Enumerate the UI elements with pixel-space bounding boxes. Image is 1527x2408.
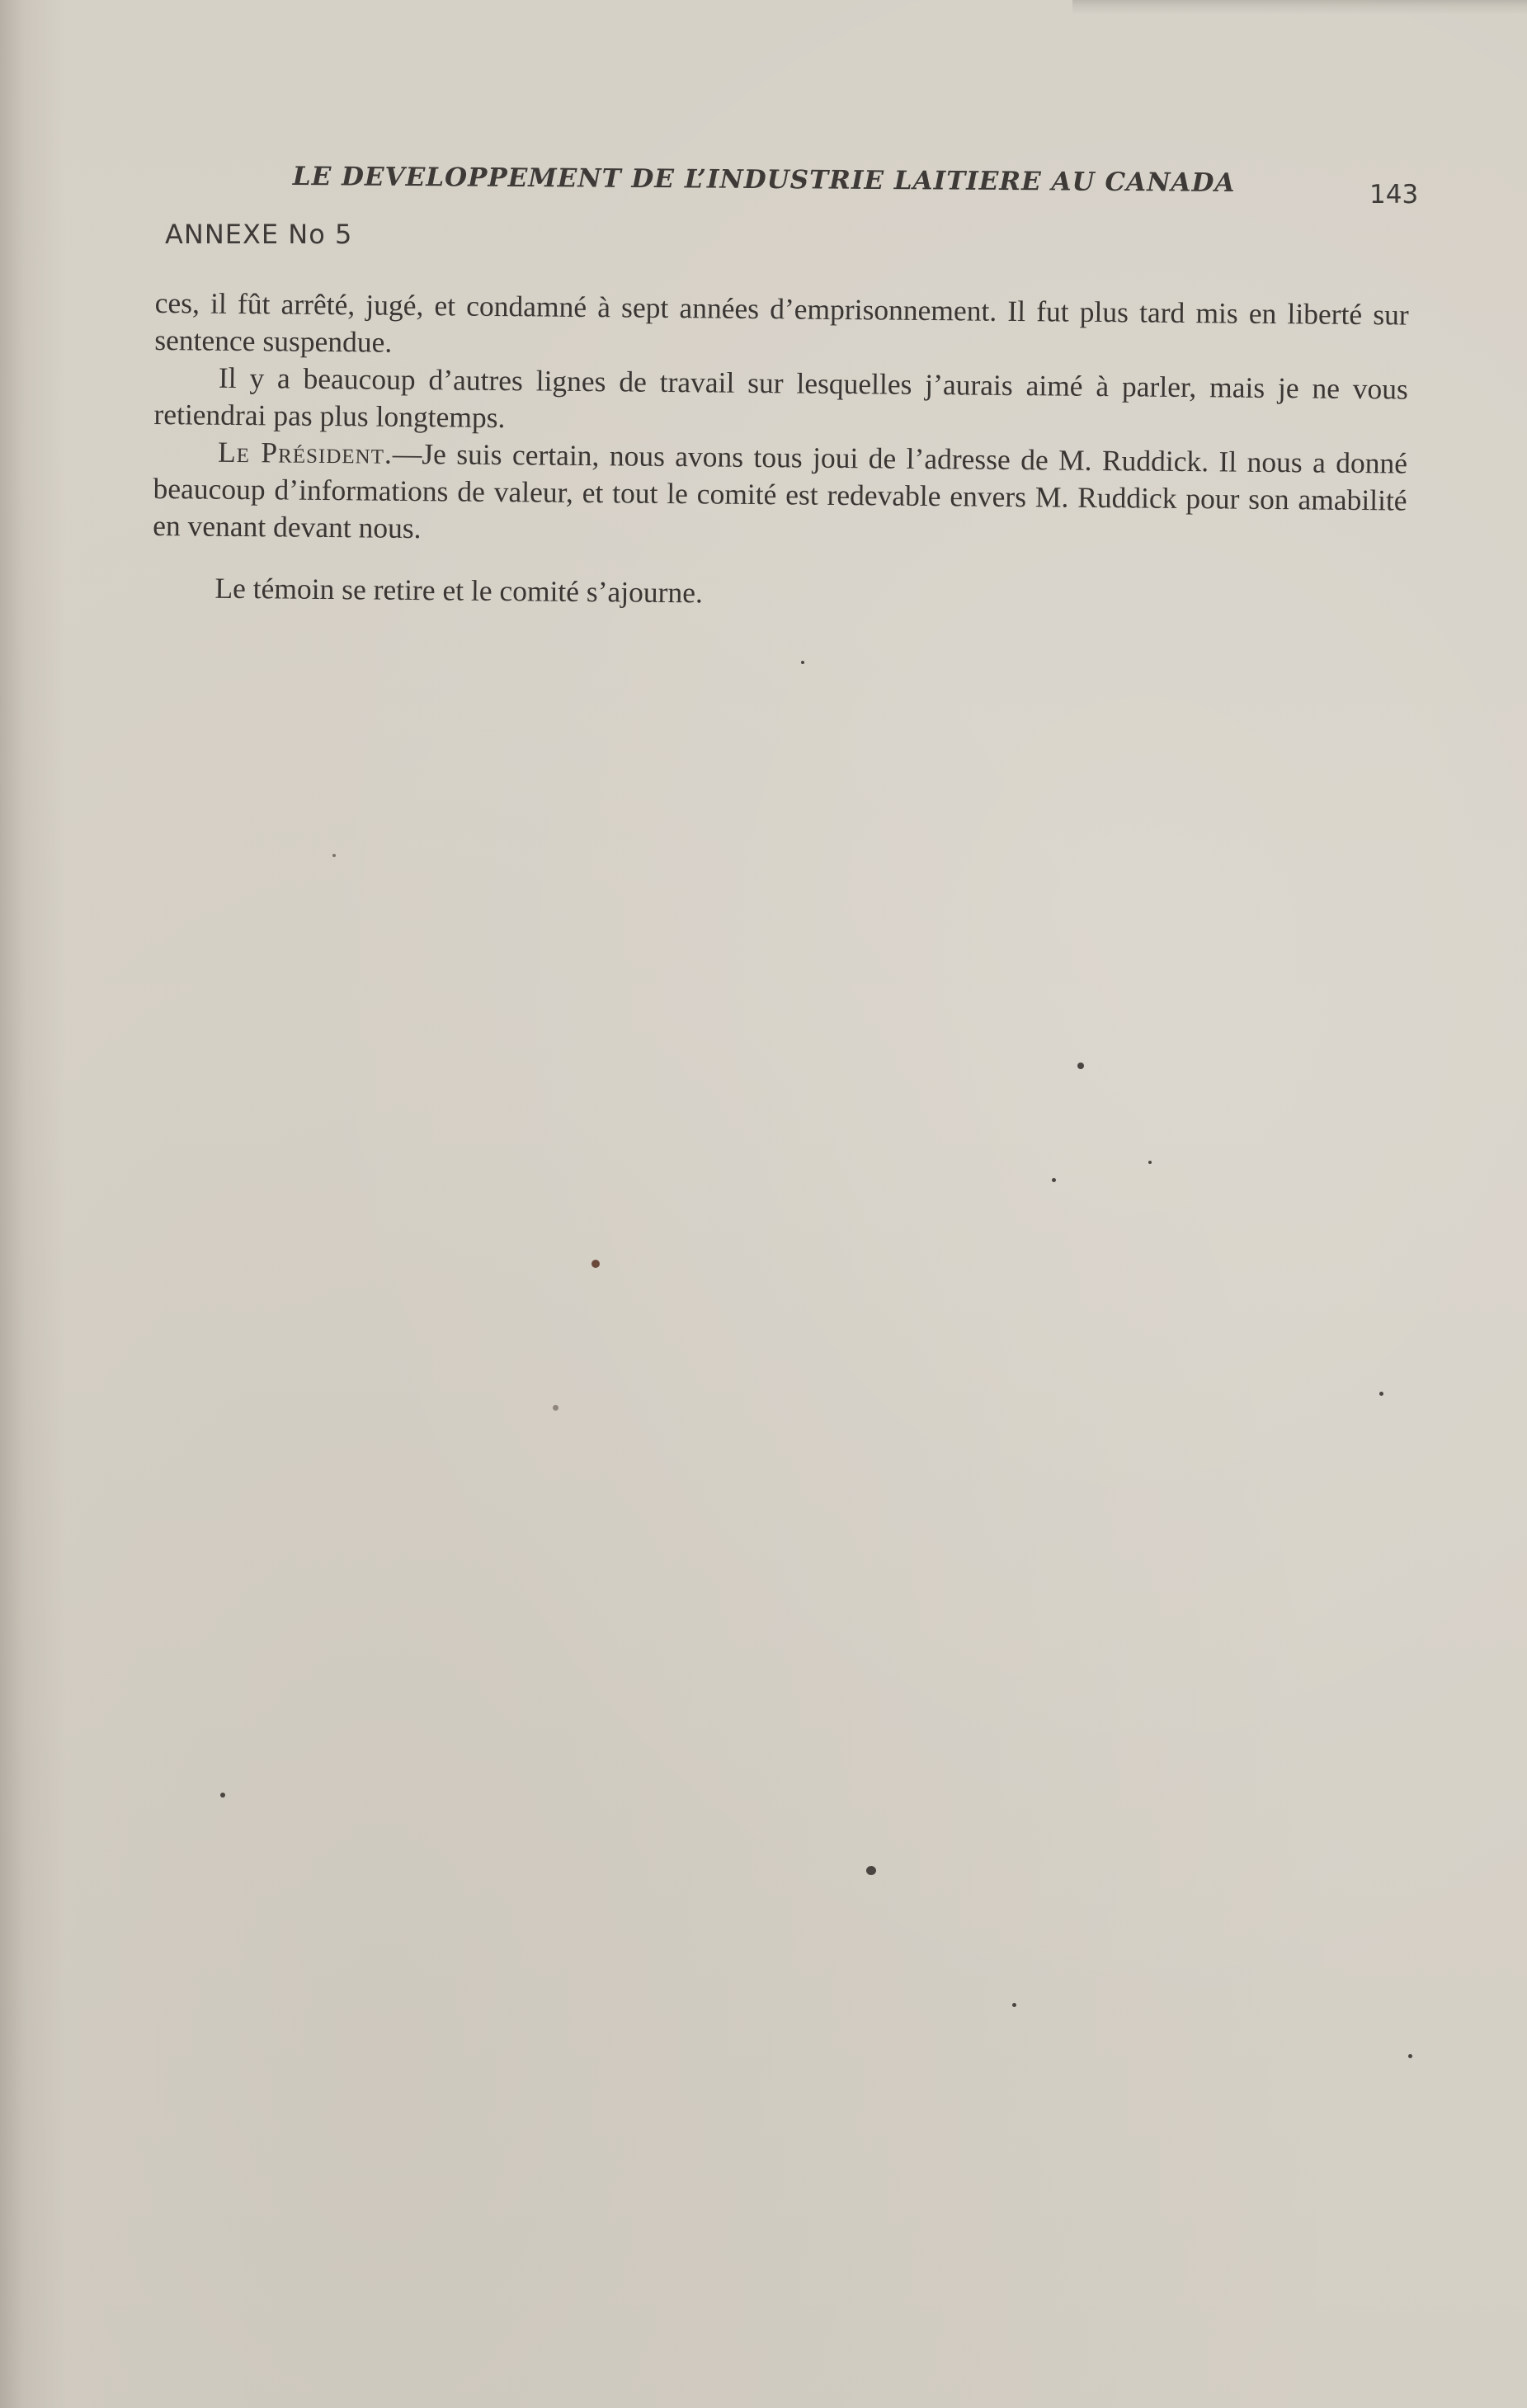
- paragraph-president: [153, 433, 1407, 557]
- paper-speck: [1052, 1178, 1056, 1182]
- annex-label: ANNEXE No 5: [165, 219, 353, 250]
- body-text: [152, 285, 1409, 619]
- closing-line: Le témoin se retire et le comité s’ajourne.: [214, 571, 704, 610]
- paper-speck: [553, 1405, 558, 1411]
- paper-speck: [591, 1260, 600, 1268]
- paragraph-continuation: ces, il fût arrêté, jugé, et condamné à sept années d’emprisonnement. Il fut plus tard mis en liberté sur sentence suspendue.: [154, 285, 1409, 359]
- page-edge-shadow: [1072, 0, 1527, 15]
- paper-speck: [220, 1793, 225, 1798]
- speaker-name: Le Président.: [217, 435, 394, 470]
- page-number: 143: [1369, 180, 1419, 210]
- running-title: LE DEVELOPPEMENT DE L’INDUSTRIE LAITIERE AU CANADA: [292, 162, 1236, 198]
- paper-speck: [1077, 1063, 1084, 1069]
- paper-speck: [1408, 2054, 1412, 2058]
- president-remarks: —Je suis certain, nous avons tous joui de l’adresse de M. Ruddick. Il nous a donné beaucoup d’informations de valeur, et tout le comité est redevable envers M. Ruddick pour son amabilité en venant devant nous.: [153, 436, 1408, 545]
- paper-speck: [1012, 2003, 1016, 2007]
- paper-speck: [866, 1866, 876, 1875]
- paper-speck: [801, 661, 804, 664]
- paper-speck: [1148, 1161, 1152, 1164]
- paragraph-other-lines: Il y a beaucoup d’autres lignes de travail sur lesquelles j’aurais aimé à parler, mais je ne vous retiendrai pas plus longtemps.: [153, 360, 1409, 435]
- paper-speck: [332, 854, 336, 857]
- paper-speck: [1379, 1392, 1383, 1396]
